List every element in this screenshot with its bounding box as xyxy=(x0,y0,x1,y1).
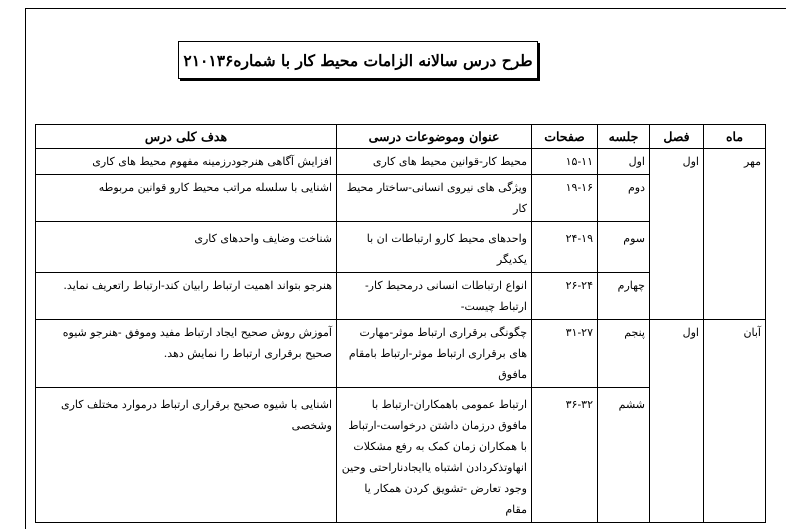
session-cell: چهارم xyxy=(598,273,650,320)
pages-cell: ۳۱-۲۷ xyxy=(532,320,598,388)
session-cell: دوم xyxy=(598,175,650,222)
document-title: طرح درس سالانه الزامات محیط کار با شماره۲۱۰۱۳۶ xyxy=(178,41,538,79)
month-cell: مهر xyxy=(704,149,766,320)
month-cell: آبان xyxy=(704,320,766,523)
session-cell: پنجم xyxy=(598,320,650,388)
pages-cell: ۱۹-۱۶ xyxy=(532,175,598,222)
topics-cell: انواع ارتباطات انسانی درمحیط کار-ارتباط چیست- xyxy=(337,273,532,320)
table-row xyxy=(36,149,766,175)
header-month: ماه xyxy=(704,125,766,149)
table-header-row xyxy=(36,125,766,149)
header-season: فصل xyxy=(650,125,704,149)
goal-cell: اشنایی با شیوه صحیح برقراری ارتباط درموارد مختلف کاری وشخصی xyxy=(36,388,337,523)
goal-cell: شناخت وضایف واحدهای کاری xyxy=(36,222,337,273)
pages-cell: ۳۶-۳۲ xyxy=(532,388,598,523)
goal-cell: هنرجو بتواند اهمیت ارتباط رابیان کند-ارتباط راتعریف نماید. xyxy=(36,273,337,320)
pages-cell: ۲۶-۲۴ xyxy=(532,273,598,320)
header-topics: عنوان وموضوعات درسی xyxy=(337,125,532,149)
session-cell: اول xyxy=(598,149,650,175)
topics-cell: ویژگی های نیروی انسانی-ساختار محیط کار xyxy=(337,175,532,222)
header-goal: هدف کلی درس xyxy=(36,125,337,149)
session-cell: ششم xyxy=(598,388,650,523)
season-cell: اول xyxy=(650,320,704,523)
lesson-plan-table xyxy=(35,124,766,523)
session-cell: سوم xyxy=(598,222,650,273)
header-pages: صفحات xyxy=(532,125,598,149)
topics-cell: ارتباط عمومی باهمکاران-ارتباط با مافوق درزمان داشتن درخواست-ارتباط با همکاران زمان کمک به رفع مشکلات انهاوتذکردادن اشتباه یاایجادناراحتی وحین وجود تعارض -تشویق کردن همکار یا مقام xyxy=(337,388,532,523)
goal-cell: اشنایی با سلسله مراتب محیط کارو قوانین مربوطه xyxy=(36,175,337,222)
table-row xyxy=(36,320,766,388)
topics-cell: چگونگی برقراری ارتباط موثر-مهارت های برقراری ارتباط موثر-ارتباط بامقام مافوق xyxy=(337,320,532,388)
goal-cell: آموزش روش صحیح ایجاد ارتباط مفید وموفق -هنرجو شیوه صحیح برقراری ارتباط را نمایش دهد. xyxy=(36,320,337,388)
season-cell: اول xyxy=(650,149,704,320)
pages-cell: ۱۵-۱۱ xyxy=(532,149,598,175)
goal-cell: افزایش آگاهی هنرجودرزمینه مفهوم محیط های کاری xyxy=(36,149,337,175)
topics-cell: محیط کار-قوانین محیط های کاری xyxy=(337,149,532,175)
header-session: جلسه xyxy=(598,125,650,149)
topics-cell: واحدهای محیط کارو ارتباطات ان با یکدیگر xyxy=(337,222,532,273)
pages-cell: ۲۴-۱۹ xyxy=(532,222,598,273)
